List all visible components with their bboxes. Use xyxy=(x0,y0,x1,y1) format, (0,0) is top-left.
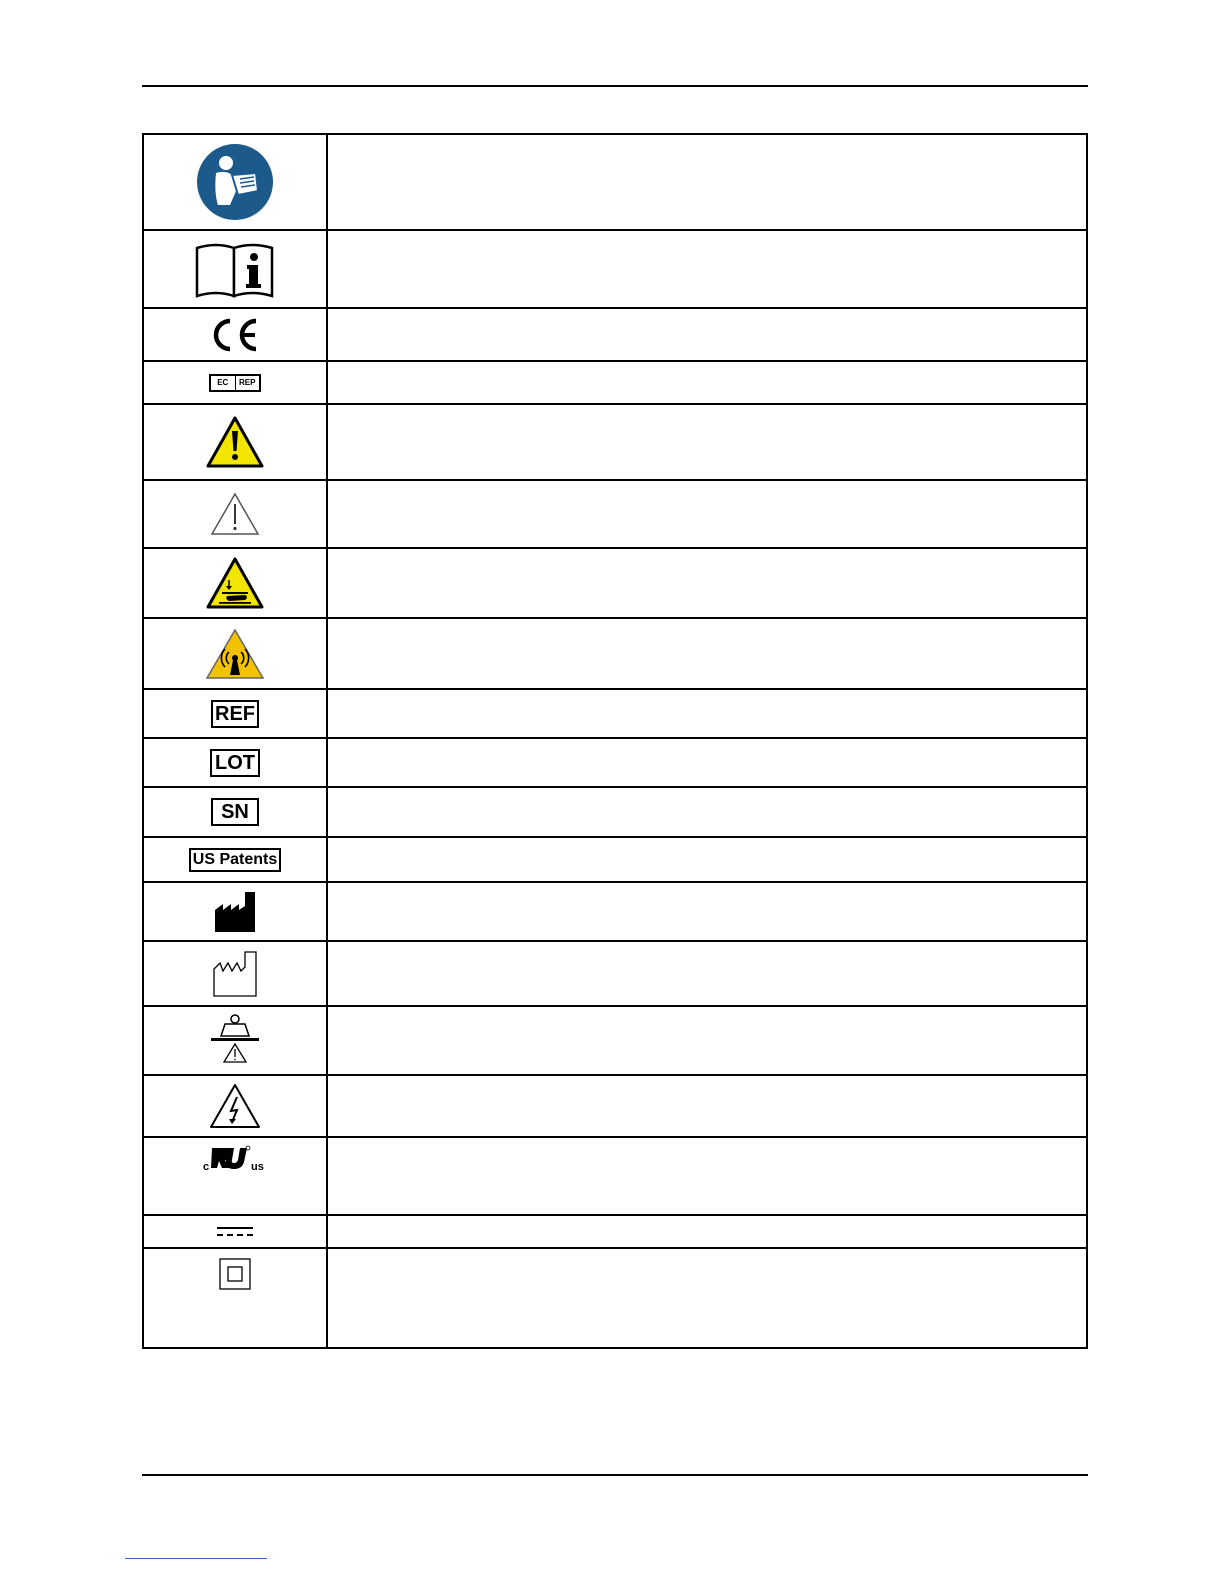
ec-label: EC xyxy=(211,376,236,390)
manufacturer-icon xyxy=(215,892,255,932)
table-row xyxy=(144,1136,1086,1214)
table-row xyxy=(144,836,1086,881)
rep-label: REP xyxy=(239,378,256,387)
symbol-description xyxy=(328,362,1086,403)
symbol-description xyxy=(328,481,1086,547)
table-row xyxy=(144,786,1086,836)
symbol-description xyxy=(328,549,1086,617)
symbol-description xyxy=(328,231,1086,307)
table-row xyxy=(144,940,1086,1005)
ec-rep-icon xyxy=(209,374,261,392)
symbol-description xyxy=(328,1249,1086,1347)
table-row xyxy=(144,229,1086,307)
symbol-description xyxy=(328,838,1086,881)
date-of-manufacture-icon xyxy=(213,951,257,997)
weight-limit-icon xyxy=(209,1014,261,1068)
symbol-description xyxy=(328,1138,1086,1214)
table-row xyxy=(144,617,1086,688)
non-ionizing-radiation-icon xyxy=(204,627,266,681)
warning-triangle-yellow-icon xyxy=(205,415,265,469)
symbol-description xyxy=(328,1076,1086,1136)
lot-icon: LOT xyxy=(210,749,260,777)
symbol-description xyxy=(328,309,1086,360)
symbol-description xyxy=(328,1007,1086,1074)
table-row xyxy=(144,547,1086,617)
class-ii-equipment-icon xyxy=(219,1258,251,1290)
electrical-hazard-icon xyxy=(209,1083,261,1129)
direct-current-icon xyxy=(217,1227,253,1236)
table-row xyxy=(144,360,1086,403)
header-rule xyxy=(142,85,1088,87)
symbol-description xyxy=(328,883,1086,940)
table-row xyxy=(144,881,1086,940)
sn-icon: SN xyxy=(211,798,259,826)
footer-link-underline[interactable] xyxy=(125,1558,267,1559)
table-row xyxy=(144,1247,1086,1347)
table-row xyxy=(144,1074,1086,1136)
table-row xyxy=(144,737,1086,786)
symbol-description xyxy=(328,405,1086,479)
symbol-description xyxy=(328,619,1086,688)
symbol-description xyxy=(328,1216,1086,1247)
footer-rule xyxy=(142,1474,1088,1476)
instructions-info-icon xyxy=(194,240,276,298)
table-row xyxy=(144,403,1086,479)
symbol-table xyxy=(142,133,1088,1349)
us-patents-icon: US Patents xyxy=(189,848,281,872)
symbol-description xyxy=(328,942,1086,1005)
cru-c-label: c xyxy=(203,1161,210,1172)
symbol-description xyxy=(328,690,1086,737)
symbol-description xyxy=(328,788,1086,836)
hand-crush-hazard-icon xyxy=(205,556,265,610)
table-row xyxy=(144,1005,1086,1074)
cru-us-mark-icon xyxy=(203,1144,267,1172)
cru-us-label: us xyxy=(251,1161,264,1172)
table-row xyxy=(144,135,1086,229)
symbol-description xyxy=(328,135,1086,229)
table-row xyxy=(144,479,1086,547)
consult-instructions-mandatory-icon xyxy=(196,143,274,221)
symbol-description xyxy=(328,739,1086,786)
ref-icon: REF xyxy=(211,700,259,728)
table-row xyxy=(144,307,1086,360)
caution-triangle-outline-icon xyxy=(210,492,260,536)
table-row xyxy=(144,688,1086,737)
table-row xyxy=(144,1214,1086,1247)
ce-mark-icon xyxy=(210,317,260,353)
